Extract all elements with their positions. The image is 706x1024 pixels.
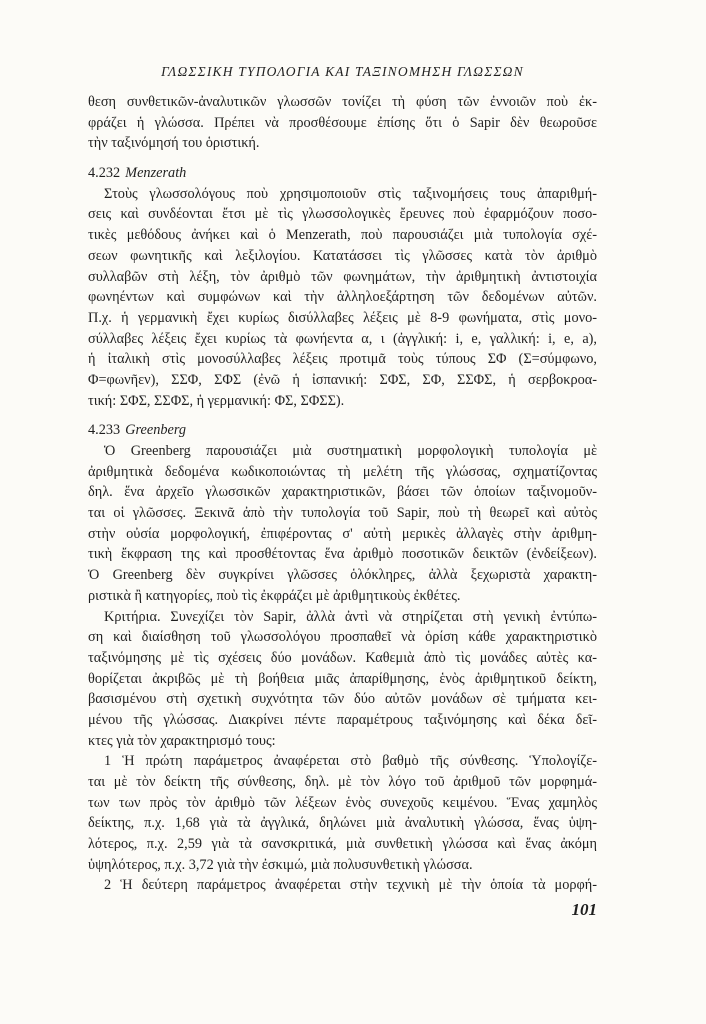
text-line: Κριτήρια. Συνεχίζει τὸν Sapir, ἀλλὰ ἀντὶ νὰ στηρίζεται στὴ γενικὴ ἐντύπω- (104, 608, 597, 625)
text-line: σύλλαβες λέξεις ἔχει κυρίως τὰ φωνήεντα α, ι (ἀγγλική: i, e, γαλλική: i, e, a), (88, 330, 597, 347)
running-header: ΓΛΩΣΣΙΚΗ ΤΥΠΟΛΟΓΙΑ ΚΑΙ ΤΑΞΙΝΟΜΗΣΗ ΓΛΩΣΣΩΝ (161, 64, 524, 79)
body-text (88, 92, 597, 896)
section-title: Greenberg (125, 422, 187, 439)
text-line: ταξινόμησης μὲ τὶς σχέσεις δύο μονάδων. Καθεμιὰ ἀπὸ τὶς μονάδες αὐτὲς κα- (88, 649, 597, 666)
text-line: φράζει ἡ γλώσσα. Πρέπει νὰ προσθέσουμε ἐπίσης ὅτι ὁ Sapir δὲν θεωροῦσε (88, 114, 597, 131)
text-line: θορίζεται ἀκριβῶς μὲ τὴ βοήθεια μιᾶς ἀπαρίθμησης, ἑνὸς ἀριθμητικοῦ δείκτη, (88, 670, 597, 687)
text-line: μένου τῆς γλώσσας. Διακρίνει πέντε παραμέτρους ταξινόμησης καὶ δέκα δεῖ- (88, 711, 597, 728)
text-line: κτες γιὰ τὸν χαρακτηρισμό τους: (88, 732, 276, 749)
text-line: ται οἱ γλῶσσες. Ξεκινᾶ ἀπὸ τὴν τυπολογία τοῦ Sapir, ποὺ τὴ θεωρεῖ καὶ αὐτὸς (88, 505, 597, 522)
text-line: των των πρὸς τὸν ἀριθμὸ τῶν λέξεων ἑνὸς συνεχοῦς κειμένου. Ἕνας χαμηλὸς (88, 794, 597, 811)
text-line: ριστικὰ ἢ κατηγορίες, ποὺ τὶς ἐκφράζει μὲ ἀριθμητικοὺς ἐκθέτες. (88, 587, 461, 604)
paragraph (88, 607, 597, 752)
paragraph (88, 441, 597, 607)
paragraph (88, 184, 597, 412)
text-line: λότερος, π.χ. 2,59 γιὰ τὰ σανσκριτικά, μιὰ συνθετικὴ γλώσσα καὶ ἕνας ἀκόμη (88, 836, 597, 853)
text-line: Στοὺς γλωσσολόγους ποὺ χρησιμοποιοῦν στὶς ταξινομήσεις τους ἀπαριθμή- (104, 185, 597, 202)
section-heading (88, 420, 597, 441)
text-line: δηλ. ἕνα ἀρχεῖο γλωσσικῶν χαρακτηριστικῶν, βάσει τῶν ὁποίων ταξινομοῦν- (88, 484, 597, 501)
text-line: 2 Ἡ δεύτερη παράμετρος ἀναφέρεται στὴν τεχνικὴ μὲ τὴν ὁποία τὰ μορφή- (104, 877, 597, 894)
text-line: τικὴ ἔκφραση της καὶ προσθέτοντας ἕνα ἀριθμὸ ποσοτικῶν δεικτῶν (ἐνδείξεων). (88, 546, 597, 563)
text-line: Ὁ Greenberg παρουσιάζει μιὰ συστηματικὴ μορφολογικὴ τυπολογία μὲ (104, 443, 597, 459)
text-line: σεις καὶ συνδέονται ἔτσι μὲ τὶς γλωσσολογικὲς ἔρευνες ποὺ ἐφαρμόζουν ποσο- (88, 206, 597, 223)
text-line: θεση συνθετικῶν-ἀναλυτικῶν γλωσσῶν τονίζει τὴ φύση τῶν ἐννοιῶν ποὺ ἐκ- (88, 94, 597, 110)
text-line: συλλαβῶν στὴ λέξη, τὸν ἀριθμὸ τῶν φωνημάτων, τὴν ἀριθμητικὴ ἀντιστοιχία (88, 268, 597, 285)
text-line: ση καὶ διαίσθηση τοῦ γλωσσολόγου προσπαθεῖ νὰ ὁρίση κάθε χαρακτηριστικὸ (88, 629, 597, 646)
text-line: στὴν οὐσία μορφολογική, ἐπιφέροντας σ' αὐτὴ μερικὲς ἀλλαγὲς στὴν ἀριθμη- (88, 525, 597, 542)
text-line: δείκτης, π.χ. 1,68 γιὰ τὰ ἀγγλικά, δηλώνει μιὰ ἀναλυτικὴ γλώσσα, ἕνας ὑψη- (88, 815, 597, 832)
text-line: ἡ ἰταλικὴ στὶς μονοσύλλαβες λέξεις προτιμᾶ τοὺς τύπους ΣΦ (Σ=σύμφωνο, (88, 351, 597, 368)
text-line: 1 Ἡ πρώτη παράμετρος ἀναφέρεται στὸ βαθμὸ τῆς σύνθεσης. Ὑπολογίζε- (104, 753, 597, 770)
section-number: 4.233 (88, 422, 121, 439)
page-number: 101 (571, 900, 597, 919)
text-line: τική: ΣΦΣ, ΣΣΦΣ, ἡ γερμανική: ΦΣ, ΣΦΣΣ). (88, 392, 345, 409)
text-line: ἀριθμητικὰ δεδομένα κωδικοποιώντας τὴ μελέτη τῆς γλώσσας, σχηματίζοντας (88, 463, 597, 480)
text-line: βασισμένου στὴ σχετικὴ συχνότητα τῶν δύο αὐτῶν μονάδων σὲ τμήματα κει- (88, 691, 597, 708)
text-line: σεων φωνητικῆς καὶ λεξιλογίου. Κατατάσσει τὶς γλῶσσες κατὰ τὸν ἀριθμὸ (88, 247, 597, 264)
text-line: Φ=φωνῆεν), ΣΣΦ, ΣΦΣ (ἐνῶ ἡ ἰσπανική: ΣΦΣ, ΣΦ, ΣΣΦΣ, ἡ σερβοκροα- (88, 371, 597, 388)
text-line: τὴν ταξινόμησή του ὁριστική. (88, 135, 260, 152)
text-line: ται μὲ τὸν δείκτη τῆς σύνθεσης, δηλ. μὲ τὸν λόγο τοῦ ἀριθμοῦ τῶν μορφημά- (88, 774, 597, 790)
paragraph (88, 751, 597, 875)
section-title: Menzerath (125, 165, 187, 182)
paragraph (88, 875, 597, 896)
text-line: ὑψηλότερος, π.χ. 3,72 γιὰ τὴν ἐσκιμώ, μιὰ πολυσυνθετικὴ γλώσσα. (88, 856, 473, 873)
text-line: φωνηέντων καὶ συμφώνων καὶ τὴν ἀλληλοεξάρτηση τῶν δεδομένων αὐτῶν. (88, 289, 597, 306)
paragraph (88, 92, 597, 154)
section-number: 4.232 (88, 165, 121, 182)
text-line: Ὁ Greenberg δὲν συγκρίνει γλῶσσες ὁλόκληρες, ἀλλὰ ξεχωριστὰ χαρακτη- (88, 567, 597, 584)
text-line: Π.χ. ἡ γερμανικὴ ἔχει κυρίως δισύλλαβες λέξεις μὲ 8-9 φωνήματα, στὶς μονο- (88, 309, 597, 326)
section-heading (88, 163, 597, 184)
text-line: τικὲς μεθόδους ἀνήκει καὶ ὁ Menzerath, ποὺ παρουσιάζει μιὰ τυπολογία σχέ- (88, 227, 597, 244)
